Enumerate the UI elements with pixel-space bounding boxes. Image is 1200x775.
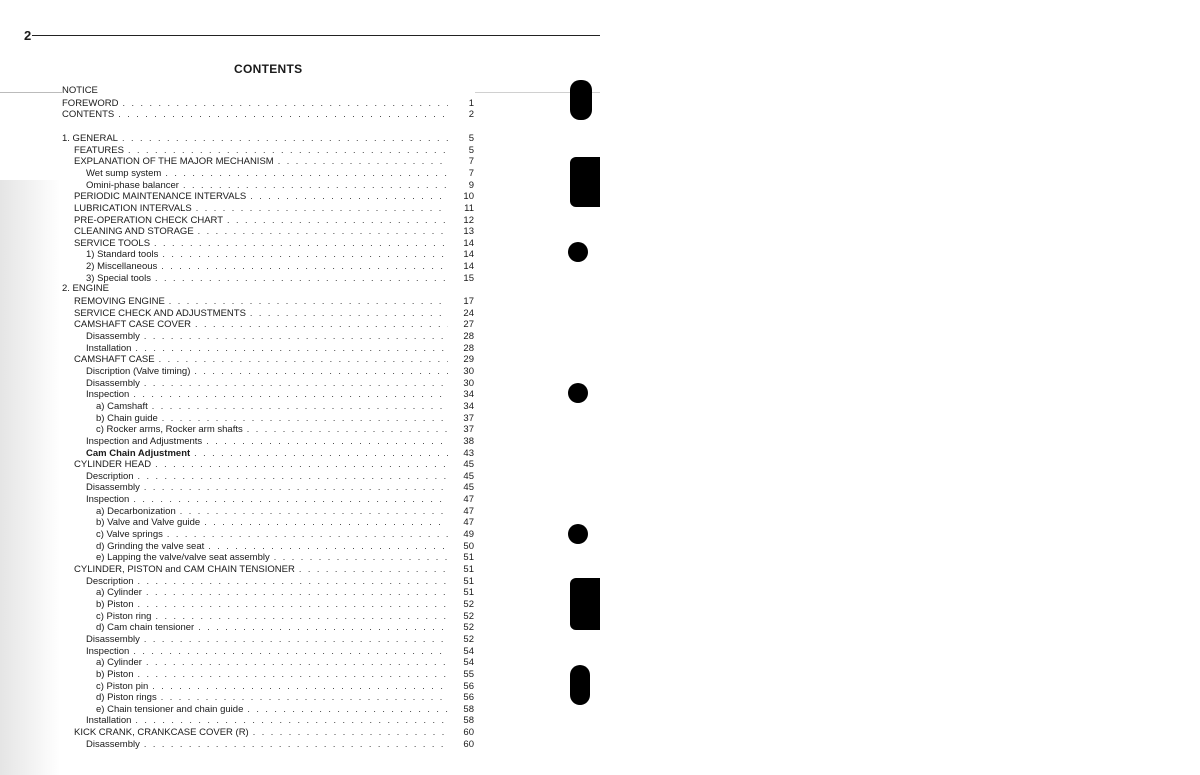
toc-entry bbox=[62, 155, 474, 167]
toc-entry-page: 51 bbox=[463, 564, 474, 575]
toc-entry bbox=[62, 633, 474, 645]
toc-leader-dots bbox=[138, 598, 449, 610]
toc-entry bbox=[62, 505, 474, 517]
toc-leader-dots bbox=[146, 586, 448, 598]
toc-entry-label: 3) Special tools bbox=[86, 272, 151, 284]
toc-leader-dots bbox=[194, 447, 448, 459]
toc-entry-label: REMOVING ENGINE bbox=[74, 296, 165, 308]
toc-entry-page: 51 bbox=[463, 587, 474, 599]
toc-entry-page: 14 bbox=[463, 249, 474, 261]
toc-entry-page: 58 bbox=[463, 703, 474, 715]
toc-entry-label: a) Decarbonization bbox=[96, 505, 176, 517]
toc-entry-label: b) Chain guide bbox=[96, 412, 158, 424]
toc-entry-label: d) Piston rings bbox=[96, 692, 157, 704]
toc-leader-dots bbox=[278, 155, 448, 167]
toc-entry bbox=[62, 656, 474, 668]
toc-entry-label: Inspection and Adjustments bbox=[86, 435, 203, 447]
toc-leader-dots bbox=[198, 621, 448, 633]
toc-leader-dots bbox=[180, 505, 448, 517]
toc-entry-page: 55 bbox=[463, 668, 474, 680]
toc-entry-page: 45 bbox=[463, 482, 474, 494]
toc-entry-page: 15 bbox=[463, 272, 474, 284]
toc-entry-label: 1) Standard tools bbox=[86, 249, 159, 261]
toc-entry bbox=[62, 97, 474, 109]
toc-leader-dots bbox=[133, 388, 448, 400]
toc-entry-page: 56 bbox=[463, 680, 474, 692]
toc-entry-label: CYLINDER, PISTON and CAM CHAIN TENSIONER bbox=[74, 564, 295, 575]
toc-entry-page: 28 bbox=[463, 331, 474, 342]
toc-leader-dots bbox=[122, 132, 448, 144]
toc-entry bbox=[62, 738, 474, 750]
toc-leader-dots bbox=[247, 423, 448, 435]
toc-leader-dots bbox=[253, 726, 448, 738]
toc-entry-page: 30 bbox=[463, 365, 474, 377]
toc-leader-dots bbox=[138, 575, 448, 587]
page-number: 2 bbox=[24, 28, 32, 43]
toc-leader-dots bbox=[122, 97, 448, 109]
toc-entry bbox=[62, 237, 474, 249]
toc-entry-label: e) Lapping the valve/valve seat assembly bbox=[96, 552, 270, 564]
toc-entry-page: 5 bbox=[468, 132, 474, 144]
toc-entry-label: d) Cam chain tensioner bbox=[96, 622, 195, 634]
toc-entry-label: c) Valve springs bbox=[96, 529, 163, 541]
toc-entry-label: CYLINDER HEAD bbox=[74, 459, 152, 471]
toc-entry bbox=[62, 458, 474, 470]
toc-entry bbox=[62, 598, 474, 610]
toc-entry bbox=[62, 202, 474, 214]
toc-entry-page: 5 bbox=[468, 144, 474, 156]
toc-entry-label: Disassembly bbox=[86, 633, 140, 645]
toc-entry bbox=[62, 353, 474, 365]
toc-entry-label: KICK CRANK, CRANKCASE COVER (R) bbox=[74, 727, 249, 739]
toc-entry-page: 60 bbox=[463, 738, 474, 750]
toc-leader-dots bbox=[227, 214, 448, 226]
toc-entry-page: 58 bbox=[463, 715, 474, 727]
toc-entry-page: 50 bbox=[463, 540, 474, 552]
toc-entry-label: FEATURES bbox=[74, 144, 124, 156]
toc-entry bbox=[62, 621, 474, 633]
binder-tab bbox=[570, 157, 600, 207]
toc-leader-dots bbox=[146, 656, 448, 668]
toc-entry bbox=[62, 167, 474, 179]
toc-entry-label: PRE-OPERATION CHECK CHART bbox=[74, 214, 224, 226]
toc-leader-dots bbox=[155, 458, 448, 470]
toc-entry-page: 52 bbox=[463, 610, 474, 622]
toc-entry bbox=[62, 179, 474, 191]
toc-entry-label: b) Valve and Valve guide bbox=[96, 517, 201, 529]
toc-entry-page: 34 bbox=[463, 389, 474, 401]
toc-entry-page: 13 bbox=[463, 226, 474, 238]
toc-leader-dots bbox=[206, 435, 448, 447]
toc-leader-dots bbox=[161, 260, 448, 272]
toc-entry bbox=[62, 388, 474, 400]
toc-entry-page: 28 bbox=[463, 342, 474, 354]
toc-leader-dots bbox=[162, 248, 448, 260]
toc-entry bbox=[62, 714, 474, 726]
toc-entry-label: Description bbox=[86, 575, 134, 587]
toc-entry-label: EXPLANATION OF THE MAJOR MECHANISM bbox=[74, 156, 274, 168]
toc-entry-label: e) Chain tensioner and chain guide bbox=[96, 703, 244, 715]
toc-entry-page: 45 bbox=[463, 459, 474, 471]
toc-entry-page: 11 bbox=[464, 202, 474, 214]
toc-entry bbox=[62, 342, 474, 354]
toc-entry bbox=[62, 377, 474, 389]
toc-leader-dots bbox=[144, 377, 448, 389]
toc-entry bbox=[62, 412, 474, 424]
toc-entry-label: PERIODIC MAINTENANCE INTERVALS bbox=[74, 191, 247, 203]
toc-leader-dots bbox=[133, 493, 448, 505]
toc-leader-dots bbox=[183, 179, 448, 191]
toc-entry-page: 47 bbox=[463, 494, 474, 506]
toc-entry-page: 51 bbox=[463, 575, 474, 587]
toc-entry-label: CAMSHAFT CASE COVER bbox=[74, 319, 192, 331]
toc-entry-label: a) Camshaft bbox=[96, 400, 148, 412]
toc-leader-dots bbox=[194, 365, 448, 377]
toc-leader-dots bbox=[154, 237, 448, 249]
toc-entry-label: b) Piston bbox=[96, 668, 134, 680]
toc-entry-page: 14 bbox=[463, 261, 474, 273]
toc-entry-page: 56 bbox=[463, 692, 474, 704]
toc-leader-dots bbox=[274, 551, 448, 563]
binder-tab bbox=[570, 665, 590, 705]
toc-entry-label: 1. GENERAL bbox=[62, 132, 118, 144]
toc-leader-dots bbox=[198, 225, 448, 237]
toc-leader-dots bbox=[161, 691, 448, 703]
toc-entry bbox=[62, 435, 474, 447]
toc-entry-label: Wet sump system bbox=[86, 167, 162, 179]
page-title: CONTENTS bbox=[234, 62, 303, 76]
toc-entry bbox=[62, 586, 474, 598]
toc-entry-page: 49 bbox=[463, 529, 474, 541]
toc-entry-page: 14 bbox=[463, 237, 474, 249]
toc-entry-label: CAMSHAFT CASE bbox=[74, 354, 155, 366]
toc-entry-label: FOREWORD bbox=[62, 97, 119, 109]
toc-leader-dots bbox=[144, 633, 448, 645]
toc-leader-dots bbox=[250, 190, 448, 202]
toc-entry-label: Cam Chain Adjustment bbox=[86, 447, 191, 459]
toc-leader-dots bbox=[162, 412, 448, 424]
toc-entry-page: 1 bbox=[468, 97, 474, 109]
binder-hole bbox=[568, 524, 588, 544]
toc-entry-page: 7 bbox=[468, 156, 474, 168]
toc-entry-label: c) Rocker arms, Rocker arm shafts bbox=[96, 424, 243, 436]
toc-leader-dots bbox=[250, 307, 448, 319]
toc-leader-dots bbox=[144, 330, 448, 342]
toc-entry-label: SERVICE TOOLS bbox=[74, 237, 151, 249]
toc-entry bbox=[62, 563, 474, 575]
toc-entry-label: d) Grinding the valve seat bbox=[96, 540, 205, 552]
toc-leader-dots bbox=[152, 680, 448, 692]
toc-leader-dots bbox=[144, 481, 448, 493]
binder-hole bbox=[568, 242, 588, 262]
toc-leader-dots bbox=[208, 540, 448, 552]
toc-entry-label: NOTICE bbox=[62, 85, 98, 96]
toc-entry-label: Disassembly bbox=[86, 377, 140, 389]
scan-artifact-line bbox=[0, 92, 62, 93]
toc-leader-dots bbox=[247, 703, 448, 715]
toc-entry-page: 27 bbox=[463, 319, 474, 331]
toc-entry bbox=[62, 132, 474, 144]
toc-entry-label: Description bbox=[86, 470, 134, 482]
toc-entry-page: 9 bbox=[468, 179, 474, 191]
toc-entry-page: 60 bbox=[463, 727, 474, 739]
toc-entry-label: Discription (Valve timing) bbox=[86, 365, 191, 377]
toc-entry bbox=[62, 447, 474, 459]
toc-leader-dots bbox=[196, 202, 448, 214]
toc-entry bbox=[62, 645, 474, 657]
toc-entry bbox=[62, 516, 474, 528]
toc-entry bbox=[62, 248, 474, 260]
toc-entry-page: 30 bbox=[463, 377, 474, 389]
toc-entry-page: 37 bbox=[463, 424, 474, 436]
toc-leader-dots bbox=[159, 353, 448, 365]
toc-entry-page: 45 bbox=[463, 470, 474, 482]
toc-entry-page: 52 bbox=[463, 633, 474, 645]
toc-entry-page: 47 bbox=[463, 505, 474, 517]
toc-entry bbox=[62, 190, 474, 202]
toc-entry bbox=[62, 540, 474, 552]
toc-entry bbox=[62, 400, 474, 412]
toc-entry bbox=[62, 528, 474, 540]
toc-leader-dots bbox=[138, 668, 449, 680]
toc-entry bbox=[62, 610, 474, 622]
header-rule bbox=[32, 35, 600, 36]
toc-entry bbox=[62, 85, 474, 97]
binder-tab bbox=[570, 80, 592, 120]
toc-leader-dots bbox=[144, 738, 448, 750]
toc-entry-page: 10 bbox=[463, 191, 474, 203]
toc-entry-page: 12 bbox=[463, 214, 474, 226]
toc-leader-dots bbox=[152, 400, 448, 412]
toc-entry-label: c) Piston pin bbox=[96, 680, 149, 692]
toc-entry bbox=[62, 551, 474, 563]
toc-entry-label: a) Cylinder bbox=[96, 657, 142, 669]
toc-entry bbox=[62, 423, 474, 435]
toc-entry-label: CONTENTS bbox=[62, 109, 115, 121]
toc-entry-label: Inspection bbox=[86, 645, 130, 657]
toc-entry-page: 54 bbox=[463, 645, 474, 657]
toc-entry bbox=[62, 295, 474, 307]
toc-entry-page: 2 bbox=[468, 109, 474, 121]
binder-hole bbox=[568, 383, 588, 403]
toc-leader-dots bbox=[167, 528, 448, 540]
toc-entry bbox=[62, 691, 474, 703]
toc-entry-page: 7 bbox=[468, 167, 474, 179]
toc-entry-page: 54 bbox=[463, 657, 474, 669]
toc-entry-label: 2) Miscellaneous bbox=[86, 261, 158, 273]
toc-entry-label: Inspection bbox=[86, 494, 130, 506]
toc-entry bbox=[62, 283, 474, 295]
toc-entry bbox=[62, 330, 474, 342]
toc-entry-page: 17 bbox=[463, 296, 474, 308]
toc-entry-label: Omini-phase balancer bbox=[86, 179, 179, 191]
toc-entry-label: a) Cylinder bbox=[96, 587, 142, 599]
toc-entry bbox=[62, 214, 474, 226]
toc-entry-page: 38 bbox=[463, 435, 474, 447]
toc-entry-label: CLEANING AND STORAGE bbox=[74, 226, 194, 238]
toc-leader-dots bbox=[138, 470, 448, 482]
toc-entry bbox=[62, 470, 474, 482]
toc-leader-dots bbox=[155, 272, 448, 284]
toc-entry-label: LUBRICATION INTERVALS bbox=[74, 202, 192, 214]
toc-entry-page: 34 bbox=[463, 400, 474, 412]
toc-entry-label: b) Piston bbox=[96, 598, 134, 610]
toc-entry-page: 24 bbox=[463, 307, 474, 319]
toc-leader-dots bbox=[169, 295, 448, 307]
toc-leader-dots bbox=[165, 167, 448, 179]
toc-entry-label: Disassembly bbox=[86, 482, 140, 494]
toc-leader-dots bbox=[135, 714, 448, 726]
toc-entry-label: Installation bbox=[86, 715, 132, 727]
toc-leader-dots bbox=[135, 342, 448, 354]
toc-entry bbox=[62, 481, 474, 493]
toc-entry bbox=[62, 307, 474, 319]
toc-entry bbox=[62, 680, 474, 692]
toc-entry bbox=[62, 668, 474, 680]
toc-entry-label: 2. ENGINE bbox=[62, 283, 109, 295]
toc-entry-label: Installation bbox=[86, 342, 132, 354]
toc-entry bbox=[62, 318, 474, 330]
toc-leader-dots bbox=[155, 610, 448, 622]
toc-leader-dots bbox=[118, 108, 448, 120]
toc-leader-dots bbox=[204, 516, 448, 528]
binder-tab bbox=[570, 578, 600, 630]
toc-entry-label: Disassembly bbox=[86, 738, 140, 750]
toc-leader-dots bbox=[128, 144, 448, 156]
toc-entry bbox=[62, 144, 474, 156]
toc-entry-page: 51 bbox=[463, 552, 474, 564]
toc-entry-page: 52 bbox=[463, 622, 474, 634]
toc-entry-label: c) Piston ring bbox=[96, 610, 152, 622]
toc-entry-page: 29 bbox=[463, 354, 474, 366]
toc-entry-page: 37 bbox=[463, 412, 474, 424]
toc-entry bbox=[62, 365, 474, 377]
toc-entry-page: 47 bbox=[463, 517, 474, 529]
toc-entry-label: SERVICE CHECK AND ADJUSTMENTS bbox=[74, 307, 246, 319]
toc-entry-label: Disassembly bbox=[86, 331, 140, 342]
toc-entry-page: 52 bbox=[463, 598, 474, 610]
toc-entry bbox=[62, 108, 474, 120]
toc-entry bbox=[62, 493, 474, 505]
toc-entry bbox=[62, 225, 474, 237]
toc-entry bbox=[62, 260, 474, 272]
toc-entry-label: Inspection bbox=[86, 389, 130, 401]
toc-leader-dots bbox=[133, 645, 448, 657]
toc-entry bbox=[62, 703, 474, 715]
toc-entry-page: 43 bbox=[463, 447, 474, 459]
toc-leader-dots bbox=[195, 318, 448, 330]
toc-entry bbox=[62, 575, 474, 587]
toc-leader-dots bbox=[299, 563, 448, 575]
toc-entry bbox=[62, 272, 474, 284]
scan-shadow bbox=[0, 180, 60, 775]
toc-entry bbox=[62, 726, 474, 738]
